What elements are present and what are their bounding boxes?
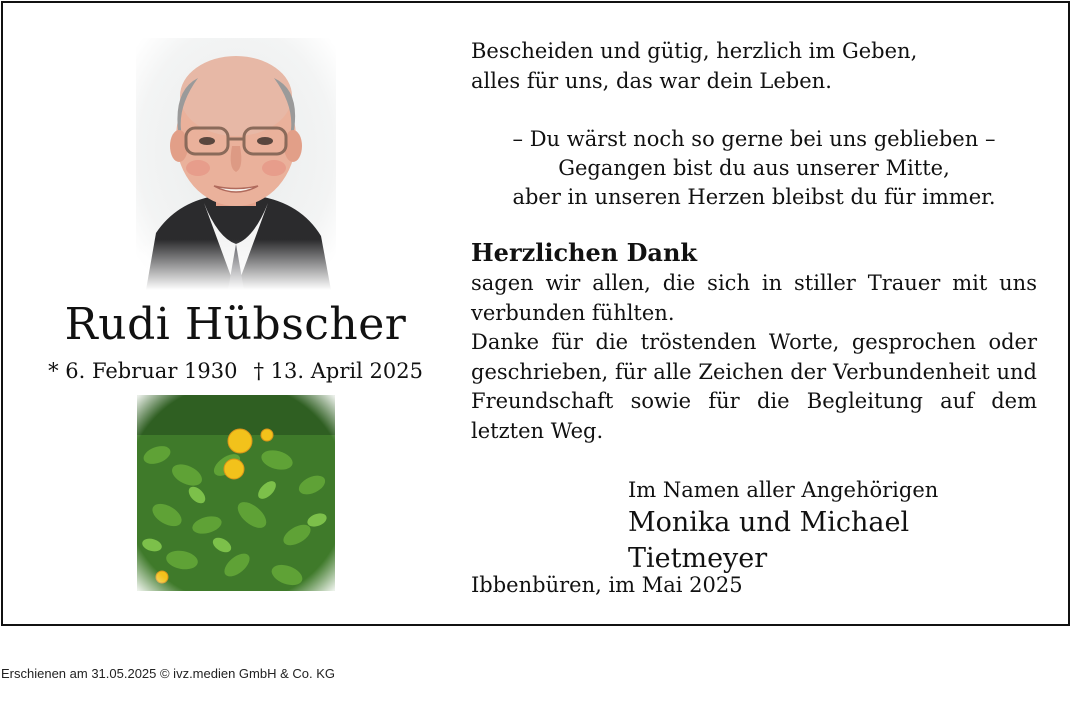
obituary-notice	[1, 1, 1070, 626]
centered-verse	[471, 125, 1037, 212]
portrait-photo	[136, 38, 336, 290]
thanks-text	[471, 269, 1037, 446]
opening-verse	[471, 36, 917, 96]
life-dates	[3, 357, 468, 385]
deceased-name: Rudi Hübscher	[64, 299, 407, 350]
portrait-illustration	[136, 38, 336, 290]
verse-line: alles für uns, das war dein Leben.	[471, 69, 832, 93]
rose-bush-photo	[137, 395, 335, 591]
thanks-heading: Herzlichen Dank	[471, 238, 698, 267]
thanks-paragraph: Danke für die tröstenden Worte, gesprochen oder geschrieben, für alle Zeichen der Verbundenheit und Freundschaft sowie für die Begleitung auf dem letzten Weg.	[471, 330, 1037, 443]
thanks-paragraph: sagen wir allen, die sich in stiller Trauer mit uns verbunden fühlten.	[471, 271, 1037, 325]
signature-names: Monika und Michael Tietmeyer	[628, 507, 910, 574]
place-date: Ibbenbüren, im Mai 2025	[471, 573, 743, 597]
signature-block	[628, 475, 1037, 577]
verse-line: aber in unseren Herzen bleibst du für immer.	[512, 185, 996, 209]
birth-date: * 6. Februar 1930	[48, 359, 238, 383]
publication-footer: Erschienen am 31.05.2025 © ivz.medien GmbH & Co. KG	[1, 666, 336, 681]
death-date: † 13. April 2025	[253, 359, 423, 383]
verse-line: – Du wärst noch so gerne bei uns geblieben –	[512, 127, 996, 151]
verse-line: Gegangen bist du aus unserer Mitte,	[558, 156, 950, 180]
right-column	[471, 3, 1037, 624]
rose-bush-illustration	[137, 395, 335, 591]
verse-line: Bescheiden und gütig, herzlich im Geben,	[471, 39, 918, 63]
signature-intro: Im Namen aller Angehörigen	[628, 478, 939, 502]
left-column	[3, 3, 468, 624]
